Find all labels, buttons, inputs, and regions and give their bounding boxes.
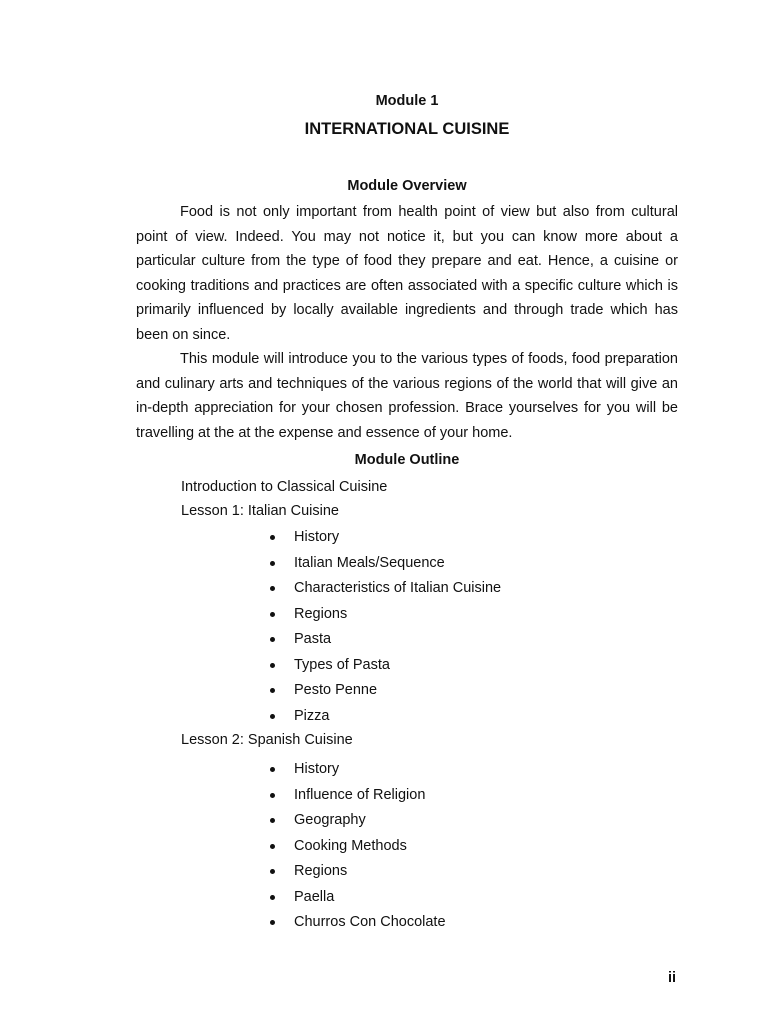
list-item	[270, 630, 501, 656]
topic-label: Characteristics of Italian Cuisine	[294, 580, 502, 596]
lesson-topic-list	[270, 760, 446, 939]
overview-paragraph: This module will introduce you to the various types of foods, food preparation and culinary arts and techniques of the various regions of the world that will give an in-depth appreciation for your chosen profession. Brace yourselves for you will be travelling at the at the expense and essence of your home.	[136, 351, 678, 441]
bullet-icon	[270, 561, 275, 566]
topic-label: Regions	[294, 605, 348, 622]
overview-heading: Module Overview	[347, 178, 467, 194]
list-item	[270, 811, 446, 837]
module-title: INTERNATIONAL CUISINE	[304, 120, 510, 138]
list-item	[270, 681, 501, 707]
list-item	[270, 837, 446, 863]
topic-label: Pesto Penne	[294, 682, 378, 698]
overview-paragraph: Food is not only important from health point of view but also from cultural point of view. Indeed. You may not notice it, but you can know more about a particular culture from the type of food they prepare and eat. Hence, a cuisine or cooking traditions and practices are often associated with a specific culture which is primarily influenced by locally available ingredients and through trade which has been on since.	[136, 204, 678, 343]
list-item	[270, 760, 446, 786]
list-item	[270, 888, 446, 914]
module-label: Module 1	[375, 93, 439, 109]
topic-label: Cooking Methods	[294, 837, 407, 854]
bullet-icon	[270, 637, 275, 642]
bullet-icon	[270, 688, 275, 693]
topic-label: Italian Meals/Sequence	[294, 554, 445, 571]
bullet-icon	[270, 793, 275, 798]
lesson-title: Lesson 2: Spanish Cuisine	[181, 732, 353, 748]
lesson-title: Lesson 1: Italian Cuisine	[181, 503, 339, 519]
bullet-icon	[270, 818, 275, 823]
bullet-icon	[270, 586, 275, 591]
bullet-icon	[270, 714, 275, 719]
bullet-icon	[270, 844, 275, 849]
topic-label: Pizza	[294, 707, 330, 724]
list-item	[270, 579, 501, 605]
topic-label: Types of Pasta	[294, 656, 390, 673]
outline-intro: Introduction to Classical Cuisine	[181, 479, 388, 495]
list-item	[270, 554, 501, 580]
page-number: ii	[668, 970, 677, 986]
bullet-icon	[270, 612, 275, 617]
bullet-icon	[270, 920, 275, 925]
outline-heading: Module Outline	[354, 452, 460, 468]
topic-label: History	[294, 529, 340, 545]
bullet-icon	[270, 767, 275, 772]
topic-label: Paella	[294, 888, 335, 905]
list-item	[270, 786, 446, 812]
topic-label: Pasta	[294, 631, 332, 647]
overview-body	[136, 200, 678, 445]
topic-label: Geography	[294, 812, 366, 828]
bullet-icon	[270, 663, 275, 668]
topic-label: History	[294, 761, 340, 777]
list-item	[270, 913, 446, 939]
bullet-icon	[270, 895, 275, 900]
bullet-icon	[270, 869, 275, 874]
list-item	[270, 707, 501, 733]
topic-label: Influence of Religion	[294, 786, 426, 803]
bullet-icon	[270, 535, 275, 540]
list-item	[270, 605, 501, 631]
list-item	[270, 862, 446, 888]
topic-label: Churros Con Chocolate	[294, 914, 446, 930]
lesson-topic-list	[270, 528, 501, 732]
list-item	[270, 528, 501, 554]
topic-label: Regions	[294, 863, 348, 879]
list-item	[270, 656, 501, 682]
